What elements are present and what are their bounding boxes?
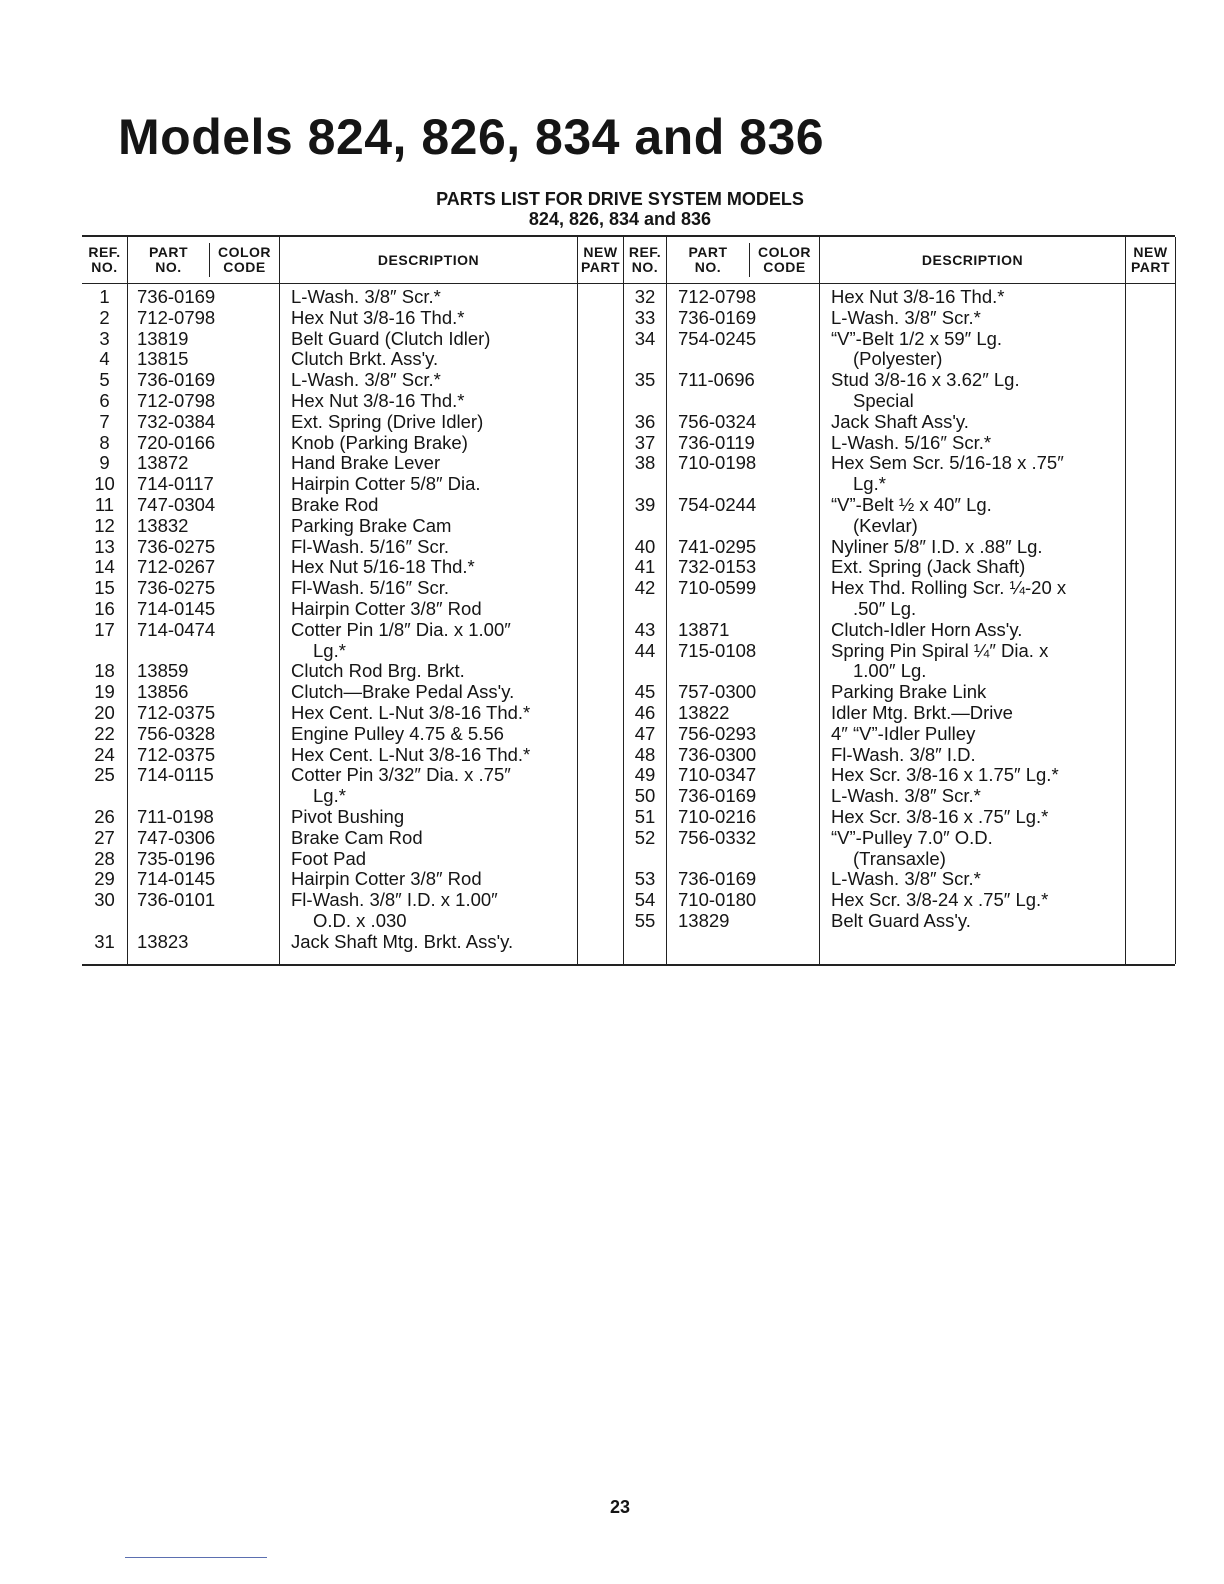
table-row — [624, 412, 1066, 433]
ref-no: 46 — [634, 701, 656, 723]
description — [831, 578, 1066, 620]
part-no: 747-0306 — [137, 826, 216, 848]
description — [831, 911, 971, 932]
ref-no: 13 — [94, 535, 115, 557]
description-line: “V”-Pulley 7.0″ O.D. — [831, 826, 993, 848]
description — [831, 745, 976, 766]
table-row — [82, 557, 530, 578]
description — [291, 932, 513, 953]
part-no: 714-0115 — [137, 764, 214, 786]
description-line: Hex Scr. 3/8-16 x 1.75″ Lg.* — [831, 764, 1059, 786]
table-row — [82, 349, 530, 370]
description-line: Idler Mtg. Brkt.—Drive — [831, 701, 1013, 723]
ref-no: 38 — [634, 452, 656, 474]
description-continuation: (Kevlar) — [853, 514, 918, 536]
part-no: 711-0696 — [678, 369, 755, 391]
description — [831, 641, 1048, 683]
table-row — [624, 620, 1066, 641]
description-line: Hairpin Cotter 3/8″ Rod — [291, 597, 482, 619]
description-line: Nyliner 5/8″ I.D. x .88″ Lg. — [831, 535, 1043, 557]
parts-list-models: 824, 826, 834 and 836 — [528, 209, 712, 229]
table-row — [624, 578, 1066, 620]
part-no: 13819 — [137, 327, 189, 349]
ref-no: 25 — [94, 764, 115, 786]
table-row — [82, 453, 530, 474]
part-no: 754-0245 — [678, 327, 757, 349]
description — [291, 828, 423, 849]
table-row — [624, 703, 1066, 724]
part-no: 736-0101 — [137, 889, 216, 911]
description-line: Brake Cam Rod — [291, 826, 423, 848]
description-line: Pivot Bushing — [291, 805, 405, 827]
description — [831, 370, 1020, 412]
part-no: 712-0375 — [137, 701, 216, 723]
description-line: L-Wash. 3/8″ Scr.* — [831, 306, 981, 328]
table-row — [624, 745, 1066, 766]
table-row — [624, 453, 1066, 495]
header-ref-no: REF. NO. — [628, 244, 662, 275]
description-line: Spring Pin Spiral ¼″ Dia. x — [831, 639, 1049, 661]
ref-no: 14 — [94, 556, 115, 578]
part-no: 714-0474 — [137, 618, 216, 640]
description — [291, 745, 530, 766]
ref-no: 43 — [634, 618, 656, 640]
description-line: Fl-Wash. 5/16″ Scr. — [291, 535, 450, 557]
ref-no: 51 — [634, 805, 656, 827]
part-no: 710-0347 — [678, 764, 757, 786]
table-row — [624, 641, 1066, 683]
description-line: “V”-Belt 1/2 x 59″ Lg. — [831, 327, 1003, 349]
description — [831, 308, 981, 329]
description-line: L-Wash. 3/8″ Scr.* — [831, 868, 981, 890]
description — [291, 807, 404, 828]
table-row — [82, 869, 530, 890]
ref-no: 40 — [634, 535, 656, 557]
ref-no: 10 — [94, 473, 115, 495]
description-line: “V”-Belt ½ x 40″ Lg. — [831, 493, 992, 515]
table-row — [624, 911, 1066, 932]
part-no: 732-0384 — [137, 410, 216, 432]
table-row — [82, 807, 530, 828]
header-color-code: COLOR CODE — [757, 244, 812, 275]
ref-no: 6 — [99, 389, 110, 411]
ref-no: 52 — [634, 826, 656, 848]
ref-no: 47 — [634, 722, 656, 744]
description-line: Hand Brake Lever — [291, 452, 441, 474]
description-continuation: Lg.* — [313, 639, 346, 661]
table-row — [82, 724, 530, 745]
description — [291, 724, 504, 745]
description-continuation: 1.00″ Lg. — [853, 660, 927, 682]
ref-no: 33 — [634, 306, 656, 328]
part-no: 714-0117 — [137, 473, 214, 495]
part-no: 712-0375 — [137, 743, 216, 765]
description — [291, 516, 451, 537]
ref-no: 7 — [99, 410, 110, 432]
column-rule — [577, 237, 578, 964]
table-row — [82, 682, 530, 703]
table-row — [82, 433, 530, 454]
ref-no: 37 — [634, 431, 656, 453]
description-line: Jack Shaft Ass'y. — [831, 410, 969, 432]
description — [291, 433, 468, 454]
ref-no: 20 — [94, 701, 115, 723]
description — [831, 433, 991, 454]
ref-no: 16 — [94, 597, 115, 619]
table-row — [82, 890, 530, 932]
part-no: 756-0293 — [678, 722, 757, 744]
part-no: 736-0275 — [137, 577, 216, 599]
description — [831, 828, 993, 870]
ref-no: 24 — [94, 743, 115, 765]
description-line: Parking Brake Cam — [291, 514, 452, 536]
part-no: 735-0196 — [137, 847, 216, 869]
part-no: 710-0599 — [678, 577, 757, 599]
header-rule — [82, 283, 1175, 284]
table-row — [624, 682, 1066, 703]
part-no: 712-0798 — [678, 286, 757, 307]
part-no: 715-0108 — [678, 639, 757, 661]
table-row — [82, 474, 530, 495]
description-line: Stud 3/8-16 x 3.62″ Lg. — [831, 369, 1020, 391]
table-row — [82, 516, 530, 537]
table-row — [624, 828, 1066, 870]
description — [831, 537, 1043, 558]
table-row — [82, 329, 530, 350]
part-no: 736-0169 — [137, 369, 216, 391]
description-line: Hex Thd. Rolling Scr. ¼-20 x — [831, 577, 1067, 599]
table-row — [624, 329, 1066, 371]
description-line: Hairpin Cotter 5/8″ Dia. — [291, 473, 481, 495]
description — [831, 495, 992, 537]
table-row — [624, 537, 1066, 558]
description-line: Jack Shaft Mtg. Brkt. Ass'y. — [291, 930, 514, 952]
description — [291, 765, 511, 807]
part-no: 710-0216 — [678, 805, 757, 827]
description-line: Foot Pad — [291, 847, 367, 869]
description-line: Hex Scr. 3/8-24 x .75″ Lg.* — [831, 889, 1049, 911]
description — [831, 682, 986, 703]
table-row — [82, 308, 530, 329]
description — [291, 869, 482, 890]
table-row — [624, 495, 1066, 537]
description — [831, 807, 1048, 828]
ref-no: 8 — [99, 431, 110, 453]
part-no: 736-0300 — [678, 743, 757, 765]
part-no: 736-0119 — [678, 431, 755, 453]
table-row — [624, 807, 1066, 828]
ref-no: 29 — [94, 868, 115, 890]
description-line: L-Wash. 3/8″ Scr.* — [831, 785, 981, 807]
description-line: Belt Guard Ass'y. — [831, 909, 971, 931]
part-no: 756-0324 — [678, 410, 757, 432]
ref-no: 55 — [634, 909, 656, 931]
description — [831, 724, 975, 745]
description-line: Brake Rod — [291, 493, 379, 515]
part-no: 13856 — [137, 681, 189, 703]
table-row — [624, 433, 1066, 454]
header-description: DESCRIPTION — [921, 251, 1024, 268]
ref-no: 34 — [634, 327, 656, 349]
part-no: 13872 — [137, 452, 189, 474]
part-no: 714-0145 — [137, 597, 216, 619]
table-row — [624, 765, 1066, 786]
ref-no: 50 — [634, 785, 656, 807]
description-line: Cotter Pin 1/8″ Dia. x 1.00″ — [291, 618, 511, 640]
description-line: Clutch-Idler Horn Ass'y. — [831, 618, 1023, 640]
description-line: Cotter Pin 3/32″ Dia. x .75″ — [291, 764, 511, 786]
description-line: Hex Nut 3/8-16 Thd.* — [291, 306, 465, 328]
table-row — [624, 869, 1066, 890]
ref-no: 49 — [634, 764, 656, 786]
ref-no: 44 — [634, 639, 656, 661]
description — [831, 453, 1064, 495]
parts-table — [82, 235, 1175, 966]
table-row — [82, 287, 530, 308]
description — [831, 703, 1013, 724]
ref-no: 18 — [94, 660, 115, 682]
ref-no: 53 — [634, 868, 656, 890]
part-no: 747-0304 — [137, 493, 216, 515]
header-part-no: PART NO. — [688, 244, 728, 275]
ref-no: 17 — [94, 618, 115, 640]
part-no: 714-0145 — [137, 868, 216, 890]
table-row — [624, 557, 1066, 578]
description-line: Belt Guard (Clutch Idler) — [291, 327, 491, 349]
description-line: Clutch Brkt. Ass'y. — [291, 348, 439, 370]
part-no: 736-0275 — [137, 535, 216, 557]
table-row — [624, 724, 1066, 745]
ref-no: 26 — [94, 805, 115, 827]
table-row — [82, 537, 530, 558]
part-no: 741-0295 — [678, 535, 757, 557]
description — [831, 412, 969, 433]
description-line: Hex Nut 3/8-16 Thd.* — [291, 389, 465, 411]
description-line: Ext. Spring (Jack Shaft) — [831, 556, 1026, 578]
header-new-part: NEW PART — [580, 244, 621, 275]
description-continuation: .50″ Lg. — [853, 597, 917, 619]
description — [291, 557, 475, 578]
table-row — [82, 828, 530, 849]
description-line: L-Wash. 3/8″ Scr.* — [291, 369, 441, 391]
table-row — [82, 412, 530, 433]
ref-no: 30 — [94, 889, 115, 911]
part-no: 13871 — [678, 618, 730, 640]
part-no: 13829 — [678, 909, 730, 931]
description-line: Clutch Rod Brg. Brkt. — [291, 660, 465, 682]
parts-rows-right — [624, 287, 1066, 932]
table-row — [624, 786, 1066, 807]
part-no: 754-0244 — [678, 493, 757, 515]
column-rule — [1125, 237, 1126, 964]
table-row — [82, 599, 530, 620]
ref-no: 54 — [634, 889, 656, 911]
description — [291, 308, 464, 329]
description — [291, 849, 366, 870]
table-row — [82, 703, 530, 724]
table-row — [82, 495, 530, 516]
description — [831, 620, 1022, 641]
table-row — [82, 620, 530, 662]
description-continuation: O.D. x .030 — [313, 909, 407, 931]
description — [291, 349, 438, 370]
footer-rule — [125, 1557, 267, 1558]
ref-no: 41 — [634, 556, 656, 578]
header-ref-no: REF. NO. — [88, 244, 121, 275]
description — [291, 682, 514, 703]
description-line: Clutch—Brake Pedal Ass'y. — [291, 681, 515, 703]
description — [831, 557, 1025, 578]
ref-no: 31 — [94, 930, 115, 952]
description-line: Fl-Wash. 3/8″ I.D. — [831, 743, 976, 765]
description — [291, 453, 440, 474]
ref-no: 42 — [634, 577, 656, 599]
part-no: 736-0169 — [137, 286, 216, 307]
part-no: 13859 — [137, 660, 189, 682]
part-no: 756-0332 — [678, 826, 757, 848]
description — [291, 329, 490, 350]
page-number: 23 — [609, 1497, 631, 1517]
ref-no: 5 — [99, 369, 110, 391]
part-no: 13823 — [137, 930, 189, 952]
parts-list-heading — [360, 189, 880, 229]
ref-no: 35 — [634, 369, 656, 391]
table-row — [624, 370, 1066, 412]
description — [831, 869, 981, 890]
description-line: Fl-Wash. 5/16″ Scr. — [291, 577, 450, 599]
page-title: Models 824, 826, 834 and 836 — [118, 109, 825, 165]
table-row — [82, 661, 530, 682]
ref-no: 12 — [94, 514, 115, 536]
description-line: L-Wash. 3/8″ Scr.* — [291, 286, 441, 307]
part-no: 13832 — [137, 514, 189, 536]
header-description: DESCRIPTION — [377, 251, 480, 268]
part-no: 711-0198 — [137, 805, 214, 827]
description-line: Engine Pulley 4.75 & 5.56 — [291, 722, 504, 744]
ref-no: 3 — [99, 327, 110, 349]
ref-no: 4 — [99, 348, 110, 370]
description — [291, 578, 449, 599]
part-no: 710-0180 — [678, 889, 757, 911]
description — [831, 786, 981, 807]
table-row — [624, 287, 1066, 308]
description — [291, 890, 498, 932]
description — [291, 391, 464, 412]
description — [291, 412, 483, 433]
ref-no: 2 — [99, 306, 110, 328]
ref-no: 9 — [99, 452, 110, 474]
description — [291, 537, 449, 558]
description — [291, 287, 441, 308]
part-no: 736-0169 — [678, 785, 757, 807]
ref-no: 45 — [634, 681, 656, 703]
description — [291, 495, 378, 516]
description — [831, 329, 1002, 371]
description-line: Hex Cent. L-Nut 3/8-16 Thd.* — [291, 743, 531, 765]
description-continuation: Lg.* — [313, 785, 346, 807]
description — [831, 287, 1004, 308]
parts-rows-left — [82, 287, 530, 953]
ref-no: 27 — [94, 826, 115, 848]
table-row — [82, 578, 530, 599]
part-no: 736-0169 — [678, 306, 757, 328]
description-continuation: Special — [853, 389, 914, 411]
ref-no: 1 — [99, 286, 110, 307]
description — [831, 765, 1059, 786]
part-no: 13815 — [137, 348, 189, 370]
ref-no: 39 — [634, 493, 656, 515]
description-line: 4″ “V”-Idler Pulley — [831, 722, 976, 744]
part-no: 732-0153 — [678, 556, 757, 578]
ref-no: 15 — [94, 577, 115, 599]
ref-no: 36 — [634, 410, 656, 432]
table-row — [82, 932, 530, 953]
description-line: Ext. Spring (Drive Idler) — [291, 410, 484, 432]
description-line: Hairpin Cotter 3/8″ Rod — [291, 868, 482, 890]
part-no: 756-0328 — [137, 722, 216, 744]
parts-list-title: PARTS LIST FOR DRIVE SYSTEM MODELS — [436, 189, 804, 209]
description — [291, 370, 441, 391]
part-no: 710-0198 — [678, 452, 757, 474]
description-line: Parking Brake Link — [831, 681, 987, 703]
description-line: Knob (Parking Brake) — [291, 431, 468, 453]
table-row — [82, 849, 530, 870]
ref-no: 19 — [94, 681, 115, 703]
part-no: 712-0267 — [137, 556, 216, 578]
part-no: 712-0798 — [137, 389, 216, 411]
part-no: 720-0166 — [137, 431, 216, 453]
table-row — [624, 890, 1066, 911]
description-line: Fl-Wash. 3/8″ I.D. x 1.00″ — [291, 889, 498, 911]
description-continuation: (Polyester) — [853, 348, 943, 370]
description — [291, 661, 465, 682]
description — [291, 474, 481, 495]
header-color-code: COLOR CODE — [217, 244, 272, 275]
header-new-part: NEW PART — [1130, 244, 1171, 275]
description — [291, 599, 482, 620]
description-continuation: (Transaxle) — [853, 847, 946, 869]
part-no: 736-0169 — [678, 868, 757, 890]
column-rule — [1175, 237, 1176, 964]
description-line: Hex Cent. L-Nut 3/8-16 Thd.* — [291, 701, 531, 723]
part-no: 13822 — [678, 701, 730, 723]
ref-no: 28 — [94, 847, 115, 869]
table-row — [82, 765, 530, 807]
description — [291, 620, 511, 662]
description-continuation: Lg.* — [853, 473, 886, 495]
table-row — [82, 745, 530, 766]
description-line: Hex Nut 5/16-18 Thd.* — [291, 556, 475, 578]
description-line: Hex Sem Scr. 5/16-18 x .75″ — [831, 452, 1064, 474]
description-line: Hex Scr. 3/8-16 x .75″ Lg.* — [831, 805, 1049, 827]
description — [831, 890, 1048, 911]
ref-no: 22 — [94, 722, 115, 744]
ref-no: 11 — [94, 493, 115, 515]
description-line: Hex Nut 3/8-16 Thd.* — [831, 286, 1005, 307]
ref-no: 48 — [634, 743, 656, 765]
description — [291, 703, 530, 724]
table-row — [82, 370, 530, 391]
table-row — [82, 391, 530, 412]
header-part-no: PART NO. — [148, 244, 189, 275]
table-row — [624, 308, 1066, 329]
description-line: L-Wash. 5/16″ Scr.* — [831, 431, 992, 453]
ref-no: 32 — [634, 286, 656, 307]
part-no: 712-0798 — [137, 306, 216, 328]
part-no: 757-0300 — [678, 681, 757, 703]
